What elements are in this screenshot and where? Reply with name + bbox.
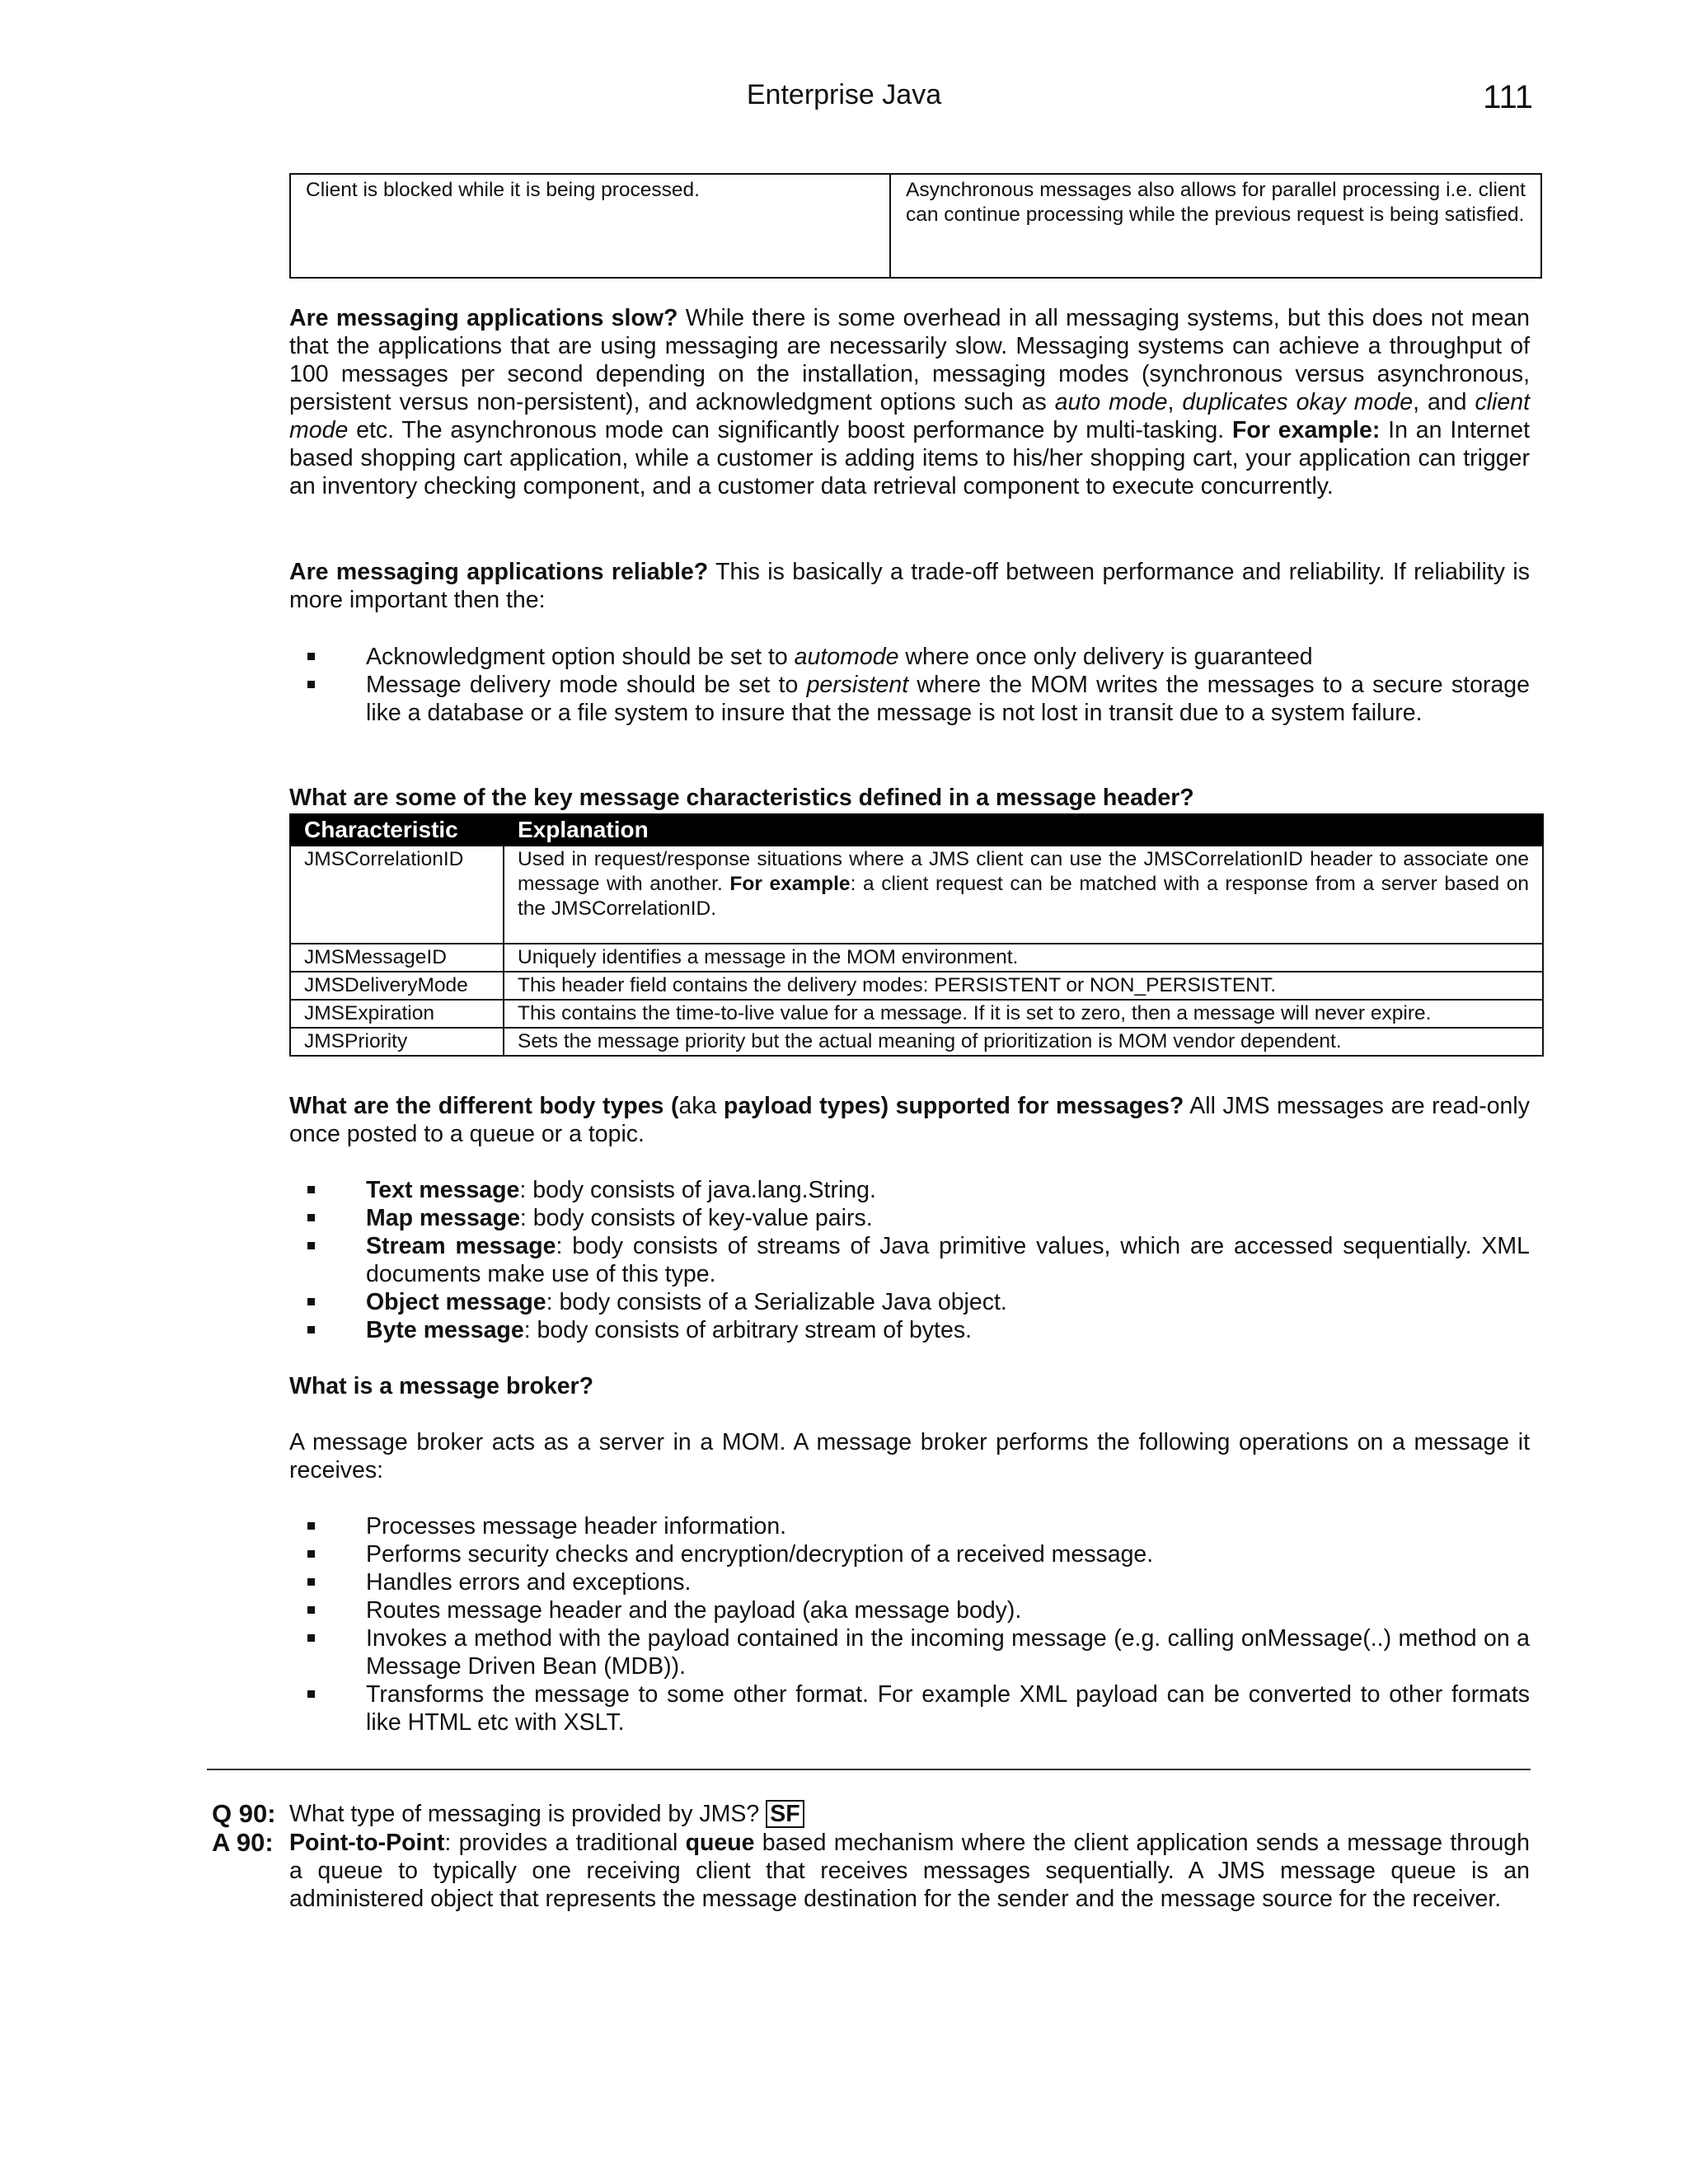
- table-row: [290, 972, 1543, 1000]
- section-reliable: [289, 558, 1530, 614]
- paragraph: A message broker acts as a server in a MOM. A message broker performs the following operations on a message it receives:: [289, 1429, 1530, 1483]
- table-row: [290, 944, 1543, 972]
- answer-label: A 90:: [212, 1828, 274, 1857]
- body-types-list: [289, 1176, 1530, 1344]
- table-cell: Used in request/response situations where a JMS client can use the JMSCorrelationID header to associate one message with another. For example: a client request can be matched with a response from a server based on the JMSCorrelationID.: [504, 846, 1543, 944]
- bullet-icon: [307, 1522, 315, 1530]
- question-heading: Are messaging applications reliable?: [289, 559, 709, 585]
- section-divider: [207, 1769, 1531, 1770]
- table-cell: JMSPriority: [290, 1028, 504, 1056]
- question-text-block: [289, 1800, 1530, 1828]
- bullet-icon: [307, 1242, 315, 1249]
- message-header-table: [289, 813, 1544, 1057]
- table-cell: JMSMessageID: [290, 944, 504, 972]
- bullet-icon: [307, 1634, 315, 1642]
- table-cell: Client is blocked while it is being processed.: [290, 174, 890, 278]
- bullet-icon: [307, 681, 315, 688]
- bullet-icon: [307, 1550, 315, 1558]
- list-item: Stream message: body consists of streams of Java primitive values, which are accessed sequentially. XML documents make use of this type.: [289, 1232, 1530, 1288]
- column-header: Characteristic: [290, 814, 504, 846]
- section-broker: [289, 1372, 1530, 1400]
- table-cell: This contains the time-to-live value for a message. If it is set to zero, then a message will never expire.: [504, 1000, 1543, 1028]
- table-cell: Sets the message priority but the actual meaning of prioritization is MOM vendor dependent.: [504, 1028, 1543, 1056]
- broker-intro: [289, 1428, 1530, 1484]
- list-item: Text message: body consists of java.lang.String.: [289, 1176, 1530, 1204]
- paragraph: Are messaging applications reliable? This is basically a trade-off between performance and reliability. If reliability is more important then the:: [289, 559, 1530, 613]
- bullet-icon: [307, 653, 315, 660]
- question-text: What type of messaging is provided by JMS?: [289, 1801, 767, 1827]
- paragraph: What are the different body types (aka payload types) supported for messages? All JMS messages are read-only once posted to a queue or a topic.: [289, 1093, 1530, 1147]
- question-heading: Are messaging applications slow?: [289, 305, 678, 331]
- answer-block: [289, 1829, 1530, 1913]
- table-cell: JMSExpiration: [290, 1000, 504, 1028]
- list-item: Performs security checks and encryption/decryption of a received message.: [289, 1540, 1530, 1568]
- broker-list: [289, 1512, 1530, 1736]
- bullet-icon: [307, 1298, 315, 1305]
- section-body-types: [289, 1092, 1530, 1148]
- list-item: Routes message header and the payload (aka message body).: [289, 1596, 1530, 1624]
- list-item: Byte message: body consists of arbitrary stream of bytes.: [289, 1316, 1530, 1344]
- question-label: Q 90:: [212, 1799, 276, 1828]
- list-item: Map message: body consists of key-value pairs.: [289, 1204, 1530, 1232]
- list-item: Message delivery mode should be set to persistent where the MOM writes the messages to a secure storage like a database or a file system to insure that the message is not lost in transit due to a system failure.: [289, 671, 1530, 727]
- table-row: [290, 846, 1543, 944]
- table-cell: This header field contains the delivery modes: PERSISTENT or NON_PERSISTENT.: [504, 972, 1543, 1000]
- comparison-table-continued: [289, 173, 1542, 279]
- list-item: Invokes a method with the payload contained in the incoming message (e.g. calling onMessage(..) method on a Message Driven Bean (MDB)).: [289, 1624, 1530, 1680]
- list-item: Handles errors and exceptions.: [289, 1568, 1530, 1596]
- list-item: Object message: body consists of a Serializable Java object.: [289, 1288, 1530, 1316]
- question-heading: What is a message broker?: [289, 1373, 594, 1399]
- reliable-list: [289, 643, 1530, 727]
- table-cell: Asynchronous messages also allows for parallel processing i.e. client can continue processing while the previous request is being satisfied.: [890, 174, 1541, 278]
- paragraph: Are messaging applications slow? While there is some overhead in all messaging systems, but this does not mean that the applications that are using messaging are necessarily slow. Messaging systems can achieve a throughput of 100 messages per second depending on the installation, messaging modes (synchronous versus asynchronous, persistent versus non-persistent), and acknowledgment options such as auto mode, duplicates okay mode, and client mode etc. The asynchronous mode can significantly boost performance by multi-tasking. For example: In an Internet based shopping cart application, while a customer is adding items to his/her shopping cart, your application can trigger an inventory checking component, and a customer data retrieval component to execute concurrently.: [289, 305, 1531, 499]
- section-headers: [289, 784, 1530, 812]
- question-heading: What are the different body types (: [289, 1093, 679, 1119]
- bullet-icon: [307, 1326, 315, 1333]
- bullet-icon: [307, 1690, 315, 1698]
- page-number: 111: [1483, 79, 1533, 115]
- column-header: Explanation: [504, 814, 1543, 846]
- list-item: Processes message header information.: [289, 1512, 1530, 1540]
- list-item: Acknowledgment option should be set to automode where once only delivery is guaranteed: [289, 643, 1530, 671]
- list-item: Transforms the message to some other format. For example XML payload can be converted to other formats like HTML etc with XSLT.: [289, 1680, 1530, 1736]
- bullet-icon: [307, 1186, 315, 1193]
- running-head: Enterprise Java: [746, 79, 942, 110]
- sf-tag: SF: [766, 1800, 804, 1828]
- bullet-icon: [307, 1214, 315, 1221]
- table-cell: JMSDeliveryMode: [290, 972, 504, 1000]
- question-heading: What are some of the key message characteristics defined in a message header?: [289, 785, 1194, 811]
- bullet-icon: [307, 1578, 315, 1586]
- table-header-row: [290, 814, 1543, 846]
- section-slow: [289, 304, 1530, 500]
- table-row: [290, 174, 1541, 278]
- paragraph: Point-to-Point: provides a traditional queue based mechanism where the client application sends a message through a queue to typically one receiving client that receives messages sequentially. A JMS message queue is an administered object that represents the message destination for the sender and the message source for the receiver.: [289, 1830, 1530, 1912]
- table-cell: JMSCorrelationID: [290, 846, 504, 944]
- table-row: [290, 1028, 1543, 1056]
- table-cell: Uniquely identifies a message in the MOM environment.: [504, 944, 1543, 972]
- table-row: [290, 1000, 1543, 1028]
- bullet-icon: [307, 1606, 315, 1614]
